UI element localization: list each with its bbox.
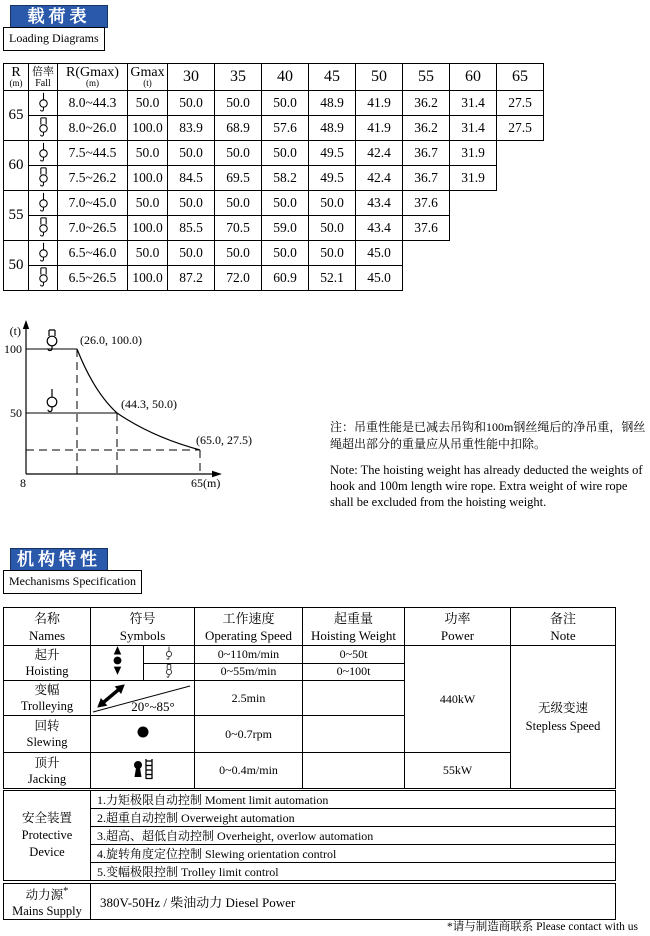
single-fall-icon [36,92,51,115]
load-value: 31.9 [450,166,497,191]
y-axis-arrow-icon [23,320,29,329]
load-value: 50.0 [262,241,309,266]
load-value: 50.0 [309,241,356,266]
load-value: 50.0 [168,141,215,166]
range-cell: 8.0~44.3 [58,91,128,116]
y-tick-50: 50 [10,406,22,420]
radius-header: 55 [403,64,450,91]
mains-value: 380V-50Hz / 柴油动力 Diesel Power [91,884,616,920]
x-origin-label: 8 [20,476,26,490]
fall-cell [29,141,58,166]
col-header-names: 名称 Names [4,608,91,646]
double-fall-icon [36,267,51,290]
col-header-fall: 倍率 Fall [29,64,58,91]
section-title-en: Mechanisms Specification [3,570,142,594]
load-value: 50.0 [168,241,215,266]
load-value: 31.4 [450,116,497,141]
power-jacking-value: 55kW [405,753,511,789]
mains-supply-table [3,883,616,920]
empty-cell [450,191,497,216]
double-fall-hook-icon [47,330,57,351]
single-fall-icon [36,242,51,265]
double-fall-icon [36,217,51,240]
table-row [4,116,544,141]
single-fall-icon [36,142,51,165]
load-value: 36.2 [403,116,450,141]
load-value: 70.5 [215,216,262,241]
load-value: 31.4 [450,91,497,116]
mechanism-name-trolleying: 变幅 Trolleying [4,681,91,716]
load-value: 50.0 [215,91,262,116]
gmax-cell: 50.0 [128,191,168,216]
load-value: 27.5 [497,116,544,141]
load-value: 37.6 [403,191,450,216]
safety-table [3,790,616,881]
fall-cell [29,166,58,191]
section-loading-header [3,5,108,51]
point-label-65-27: (65.0, 27.5) [196,433,252,447]
load-value: 50.0 [309,216,356,241]
col-header-radius: R (m) [4,64,29,91]
fall-cell [29,91,58,116]
mains-row [4,884,616,920]
table-row [4,191,544,216]
empty-cell [497,266,544,291]
load-value: 45.0 [356,241,403,266]
table-row [4,266,544,291]
radius-header: 60 [450,64,497,91]
row-label-r55: 55 [4,191,29,241]
empty-cell [497,166,544,191]
section-title-cn: 机构特性 [10,548,108,571]
load-value: 49.5 [309,166,356,191]
speed-value: 0~0.4m/min [195,753,303,789]
section-title-cn: 载荷表 [10,5,108,28]
table-row [4,216,544,241]
load-value: 48.9 [309,116,356,141]
safety-item: 5.变幅极限控制 Trolley limit control [91,863,616,881]
range-cell: 7.0~26.5 [58,216,128,241]
empty-cell [450,216,497,241]
empty-cell [497,141,544,166]
fall-cell [144,663,195,681]
fall-cell [29,266,58,291]
note-chinese: 注：吊重性能是已减去吊钩和100m钢丝绳后的净吊重，钢丝绳超出部分的重量应从吊重性能中扣除。 [330,420,646,451]
row-label-r50: 50 [4,241,29,291]
empty-cell [450,241,497,266]
radius-header: 35 [215,64,262,91]
fall-cell [144,646,195,664]
fall-cell [29,116,58,141]
table-row [4,141,544,166]
load-value: 50.0 [309,191,356,216]
double-fall-icon [36,117,51,140]
loading-table-header-row [4,64,544,91]
y-tick-100: 100 [4,342,22,356]
range-cell: 7.5~26.2 [58,166,128,191]
fall-cell [29,241,58,266]
hoisting-weight-note [330,419,648,510]
empty-cell [497,191,544,216]
loading-table [3,63,544,291]
table-row [4,91,544,116]
load-value: 84.5 [168,166,215,191]
load-value: 49.5 [309,141,356,166]
range-cell: 7.5~44.5 [58,141,128,166]
safety-row [4,845,616,863]
load-value: 50.0 [168,91,215,116]
fall-cell [29,216,58,241]
load-value: 42.4 [356,166,403,191]
double-fall-icon [163,664,175,680]
radius-header: 45 [309,64,356,91]
section-mechanisms-header [3,548,142,594]
range-cell: 6.5~46.0 [58,241,128,266]
weight-value-empty [303,681,405,716]
safety-row [4,863,616,881]
load-value: 36.2 [403,91,450,116]
row-label-r65: 65 [4,91,29,141]
load-value: 36.7 [403,141,450,166]
load-value: 83.9 [168,116,215,141]
load-value: 36.7 [403,166,450,191]
section-title-en: Loading Diagrams [3,27,105,51]
weight-value-empty [303,716,405,753]
angle-range-label: 20°~85° [131,699,175,714]
fall-cell [29,191,58,216]
safety-row [4,827,616,845]
jacking-symbol-cell [91,753,195,789]
table-row [4,166,544,191]
safety-item: 3.超高、超低自动控制 Overheight, overlow automation [91,827,616,845]
empty-cell [497,216,544,241]
stepless-speed-note: 无级变速 Stepless Speed [511,646,616,789]
load-value: 45.0 [356,266,403,291]
point-label-44-50: (44.3, 50.0) [121,397,177,411]
radius-header: 65 [497,64,544,91]
load-value: 87.2 [168,266,215,291]
safety-row [4,791,616,809]
mechanisms-table [3,607,616,789]
gmax-cell: 50.0 [128,141,168,166]
safety-row [4,809,616,827]
load-value: 69.5 [215,166,262,191]
safety-item: 4.旋转角度定位控制 Slewing orientation control [91,845,616,863]
table-row [4,241,544,266]
gmax-cell: 50.0 [128,241,168,266]
load-curve-chart [0,315,280,500]
col-header-note: 备注 Note [511,608,616,646]
gmax-cell: 100.0 [128,216,168,241]
load-value: 43.4 [356,216,403,241]
gmax-cell: 50.0 [128,91,168,116]
load-value: 42.4 [356,141,403,166]
safety-item: 1.力矩极限自动控制 Moment limit automation [91,791,616,809]
single-fall-hook-icon [47,389,57,412]
trolleying-symbol-cell [91,681,195,716]
x-end-label: 65(m) [191,476,221,490]
load-value: 27.5 [497,91,544,116]
col-header-power: 功率 Power [405,608,511,646]
hoisting-row-1 [4,646,616,664]
load-value: 60.9 [262,266,309,291]
hoisting-symbol-cell [91,646,144,681]
mechanisms-header-row [4,608,616,646]
single-fall-icon [36,192,51,215]
jacking-climb-icon [131,757,155,781]
contact-footnote: *请与制造商联系 Please contact with us [446,921,638,933]
load-value: 31.9 [450,141,497,166]
radius-header: 30 [168,64,215,91]
load-value: 50.0 [262,91,309,116]
load-value: 41.9 [356,116,403,141]
radius-header: 40 [262,64,309,91]
mechanism-name-hoisting: 起升 Hoisting [4,646,91,681]
range-cell: 6.5~26.5 [58,266,128,291]
speed-value: 0~55m/min [195,663,303,681]
y-axis-label: (t) [9,324,21,338]
load-value: 68.9 [215,116,262,141]
load-value: 41.9 [356,91,403,116]
load-value: 50.0 [215,241,262,266]
load-value: 58.2 [262,166,309,191]
col-header-rgmax: R(Gmax) (m) [58,64,128,91]
row-label-r60: 60 [4,141,29,191]
note-english: Note: The hoisting weight has already deducted the weights of hook and 100m length wire rope. Extra weight of wire rope shall be excluded from the hoisting weight. [330,463,643,509]
gmax-cell: 100.0 [128,116,168,141]
safety-label: 安全装置 Protective Device [4,791,91,881]
load-value: 50.0 [262,191,309,216]
col-header-weight: 起重量 Hoisting Weight [303,608,405,646]
empty-cell [403,266,450,291]
footnote-marker: * [63,886,69,897]
col-header-speed: 工作速度 Operating Speed [195,608,303,646]
col-header-gmax: Gmax (t) [128,64,168,91]
load-value: 37.6 [403,216,450,241]
hoist-up-down-icon [111,646,124,676]
load-value: 52.1 [309,266,356,291]
speed-value: 2.5min [195,681,303,716]
gmax-cell: 100.0 [128,266,168,291]
load-value: 43.4 [356,191,403,216]
mechanism-name-slewing: 回转 Slewing [4,716,91,753]
load-value: 72.0 [215,266,262,291]
empty-cell [450,266,497,291]
range-cell: 8.0~26.0 [58,116,128,141]
weight-value: 0~100t [303,663,405,681]
slewing-icon [136,725,150,739]
safety-item: 2.超重自动控制 Overweight automation [91,809,616,827]
load-value: 50.0 [215,191,262,216]
load-value: 48.9 [309,91,356,116]
guide-lines [26,349,200,474]
power-main-value: 440kW [405,646,511,753]
gmax-cell: 100.0 [128,166,168,191]
single-fall-icon [163,646,175,662]
double-fall-icon [36,167,51,190]
load-value: 59.0 [262,216,309,241]
speed-value: 0~110m/min [195,646,303,664]
mechanism-name-jacking: 顶升 Jacking [4,753,91,789]
weight-value-empty [303,753,405,789]
empty-cell [403,241,450,266]
empty-cell [497,241,544,266]
point-label-26-100: (26.0, 100.0) [80,333,142,347]
load-value: 85.5 [168,216,215,241]
load-value: 50.0 [262,141,309,166]
mains-label: 动力源* Mains Supply [4,884,91,920]
speed-value: 0~0.7rpm [195,716,303,753]
col-header-symbols: 符号 Symbols [91,608,195,646]
radius-header: 50 [356,64,403,91]
weight-value: 0~50t [303,646,405,664]
load-value: 50.0 [215,141,262,166]
range-cell: 7.0~45.0 [58,191,128,216]
load-value: 50.0 [168,191,215,216]
load-value: 57.6 [262,116,309,141]
slewing-symbol-cell [91,716,195,753]
